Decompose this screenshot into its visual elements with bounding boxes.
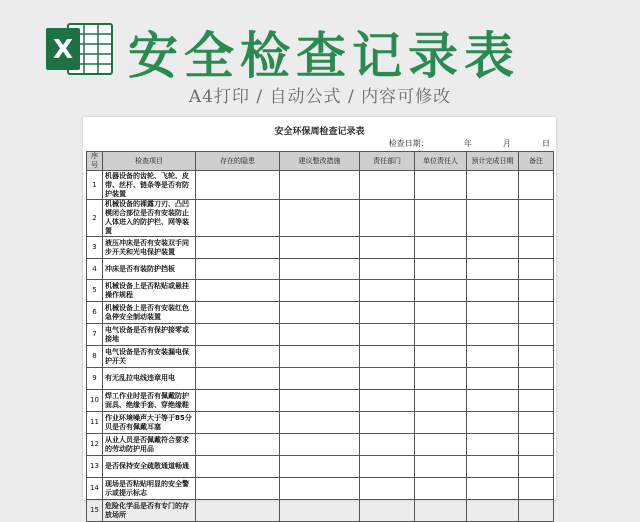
check-item: 从业人员是否佩戴符合要求的劳动防护用品 — [103, 434, 196, 456]
table-cell[interactable] — [280, 324, 360, 346]
table-row — [87, 237, 554, 259]
date-label: 检查日期： — [388, 139, 429, 148]
table-cell[interactable] — [196, 346, 280, 368]
header-cell: 责任部门 — [360, 152, 415, 171]
table-cell[interactable] — [196, 237, 280, 259]
table-cell[interactable] — [360, 171, 415, 200]
table-cell[interactable] — [196, 324, 280, 346]
table-cell[interactable] — [467, 324, 519, 346]
table-cell[interactable] — [360, 200, 415, 237]
header-cell: 检查项目 — [103, 152, 196, 171]
table-row — [87, 412, 554, 434]
table-cell[interactable] — [280, 280, 360, 302]
header-cell: 序号 — [87, 152, 103, 171]
table-cell[interactable] — [360, 302, 415, 324]
table-cell[interactable] — [196, 280, 280, 302]
table-cell[interactable] — [467, 434, 519, 456]
table-cell[interactable] — [360, 412, 415, 434]
header-cell: 单位责任人 — [415, 152, 467, 171]
table-row — [87, 259, 554, 280]
table-row — [87, 390, 554, 412]
table-cell[interactable] — [280, 302, 360, 324]
table-cell[interactable] — [196, 171, 280, 200]
table-cell[interactable] — [415, 200, 467, 237]
table-cell[interactable] — [415, 412, 467, 434]
table-cell[interactable] — [467, 237, 519, 259]
row-number: 12 — [87, 434, 103, 456]
table-cell[interactable] — [467, 368, 519, 390]
table-cell[interactable] — [519, 434, 554, 456]
row-number: 3 — [87, 237, 103, 259]
table-cell[interactable] — [467, 478, 519, 500]
row-number: 6 — [87, 302, 103, 324]
table-cell[interactable] — [280, 434, 360, 456]
table-cell[interactable] — [415, 456, 467, 478]
check-item: 有无乱拉电线违章用电 — [103, 368, 196, 390]
table-cell[interactable] — [196, 368, 280, 390]
table-row — [87, 324, 554, 346]
table-cell[interactable] — [467, 302, 519, 324]
banner-subtitle: A4打印 / 自动公式 / 内容可修改 — [188, 87, 452, 107]
sheet-title: 安全环保周检查记录表 — [274, 127, 365, 137]
table-cell[interactable] — [519, 171, 554, 200]
inspection-date-line — [389, 138, 550, 149]
table-cell[interactable] — [415, 171, 467, 200]
table-cell[interactable] — [360, 434, 415, 456]
table-cell[interactable] — [360, 259, 415, 280]
table-row — [87, 171, 554, 200]
table-cell[interactable] — [519, 478, 554, 500]
table-cell[interactable] — [196, 434, 280, 456]
row-number: 15 — [87, 500, 103, 522]
table-cell[interactable] — [360, 280, 415, 302]
table-row — [87, 478, 554, 500]
table-cell[interactable] — [467, 500, 519, 522]
table-cell[interactable] — [280, 500, 360, 522]
table-row — [87, 368, 554, 390]
table-row — [87, 456, 554, 478]
table-cell[interactable] — [519, 302, 554, 324]
spreadsheet-page — [83, 117, 556, 519]
check-item: 机械设备的裸露刀刃、凸凹模闭合部位是否有安装防止人体进入的防护栏、网等装置 — [103, 200, 196, 237]
logo-letter: X — [52, 35, 74, 65]
row-number: 14 — [87, 478, 103, 500]
table-cell[interactable] — [280, 171, 360, 200]
table-cell[interactable] — [519, 412, 554, 434]
table-cell[interactable] — [280, 346, 360, 368]
check-item: 机械设备上是否有安装红色急停安全制动装置 — [103, 302, 196, 324]
check-item: 电气设备是否有保护接零或接地 — [103, 324, 196, 346]
check-item: 冲床是否有装防护挡板 — [103, 259, 196, 280]
row-number: 9 — [87, 368, 103, 390]
table-cell[interactable] — [467, 200, 519, 237]
check-item: 机器设备的齿轮、飞轮、皮带、丝杆、链条等是否有防护装置 — [103, 171, 196, 200]
table-cell[interactable] — [280, 368, 360, 390]
table-row — [87, 302, 554, 324]
table-row — [87, 500, 554, 522]
check-item: 作业环境噪声大于等于85分贝是否有佩戴耳塞 — [103, 412, 196, 434]
check-item: 液压冲床是否有安装双手同步开关和光电保护装置 — [103, 237, 196, 259]
date-year-label: 年 — [463, 139, 472, 148]
table-cell[interactable] — [280, 412, 360, 434]
table-cell[interactable] — [196, 412, 280, 434]
table-cell[interactable] — [415, 368, 467, 390]
table-cell[interactable] — [467, 259, 519, 280]
row-number: 8 — [87, 346, 103, 368]
table-cell[interactable] — [415, 237, 467, 259]
table-cell[interactable] — [196, 456, 280, 478]
row-number: 10 — [87, 390, 103, 412]
table-cell[interactable] — [280, 259, 360, 280]
table-cell[interactable] — [415, 280, 467, 302]
table-cell[interactable] — [360, 456, 415, 478]
table-cell[interactable] — [196, 200, 280, 237]
table-cell[interactable] — [519, 280, 554, 302]
header-cell: 备注 — [519, 152, 554, 171]
table-cell[interactable] — [196, 478, 280, 500]
row-number: 2 — [87, 200, 103, 237]
table-row — [87, 280, 554, 302]
row-number: 4 — [87, 259, 103, 280]
table-cell[interactable] — [196, 302, 280, 324]
table-cell[interactable] — [467, 171, 519, 200]
check-item: 是否保持安全疏散通道畅通 — [103, 456, 196, 478]
table-cell[interactable] — [280, 390, 360, 412]
header-cell: 预计完成日期 — [467, 152, 519, 171]
table-cell[interactable] — [519, 324, 554, 346]
table-cell[interactable] — [360, 500, 415, 522]
table-cell[interactable] — [280, 237, 360, 259]
row-number: 11 — [87, 412, 103, 434]
table-cell[interactable] — [415, 259, 467, 280]
table-cell[interactable] — [196, 259, 280, 280]
table-cell[interactable] — [519, 346, 554, 368]
table-cell[interactable] — [467, 390, 519, 412]
table-cell[interactable] — [519, 500, 554, 522]
header-cell: 建议整改措施 — [280, 152, 360, 171]
table-cell[interactable] — [519, 456, 554, 478]
header-cell: 存在的隐患 — [196, 152, 280, 171]
table-cell[interactable] — [415, 324, 467, 346]
table-cell[interactable] — [280, 456, 360, 478]
inspection-table — [86, 151, 554, 522]
table-cell[interactable] — [519, 390, 554, 412]
date-day-label: 日 — [542, 139, 550, 148]
banner-title: 安全检查记录表 — [128, 26, 520, 85]
table-cell[interactable] — [196, 390, 280, 412]
table-row — [87, 434, 554, 456]
table-cell[interactable] — [360, 368, 415, 390]
table-cell[interactable] — [280, 200, 360, 237]
table-cell[interactable] — [415, 302, 467, 324]
table-cell[interactable] — [280, 478, 360, 500]
date-month-label: 月 — [502, 139, 511, 148]
table-cell[interactable] — [415, 434, 467, 456]
table-row — [87, 200, 554, 237]
table-cell[interactable] — [360, 237, 415, 259]
table-cell[interactable] — [519, 368, 554, 390]
row-number: 5 — [87, 280, 103, 302]
excel-logo-icon — [44, 20, 116, 78]
check-item: 焊工作业时是否有佩戴防护面具、绝缘手套、穿绝缘鞋 — [103, 390, 196, 412]
table-cell[interactable] — [415, 346, 467, 368]
table-cell[interactable] — [196, 500, 280, 522]
table-cell[interactable] — [467, 456, 519, 478]
check-item: 机械设备上是否粘贴或悬挂操作规程 — [103, 280, 196, 302]
table-cell[interactable] — [415, 390, 467, 412]
table-cell[interactable] — [360, 324, 415, 346]
table-cell[interactable] — [360, 346, 415, 368]
table-cell[interactable] — [360, 478, 415, 500]
check-item: 现场是否粘贴明显的安全警示或提示标志 — [103, 478, 196, 500]
check-item: 危险化学品是否有专门的存放场所 — [103, 500, 196, 522]
table-cell[interactable] — [415, 500, 467, 522]
check-item: 电气设备是否有安装漏电保护开关 — [103, 346, 196, 368]
table-cell[interactable] — [519, 200, 554, 237]
table-cell[interactable] — [360, 390, 415, 412]
table-cell[interactable] — [519, 259, 554, 280]
row-number: 7 — [87, 324, 103, 346]
table-row — [87, 346, 554, 368]
banner — [0, 0, 640, 115]
table-cell[interactable] — [467, 412, 519, 434]
table-header-row — [87, 152, 554, 171]
row-number: 1 — [87, 171, 103, 200]
table-cell[interactable] — [519, 237, 554, 259]
table-cell[interactable] — [467, 346, 519, 368]
table-cell[interactable] — [467, 280, 519, 302]
table-cell[interactable] — [415, 478, 467, 500]
row-number: 13 — [87, 456, 103, 478]
